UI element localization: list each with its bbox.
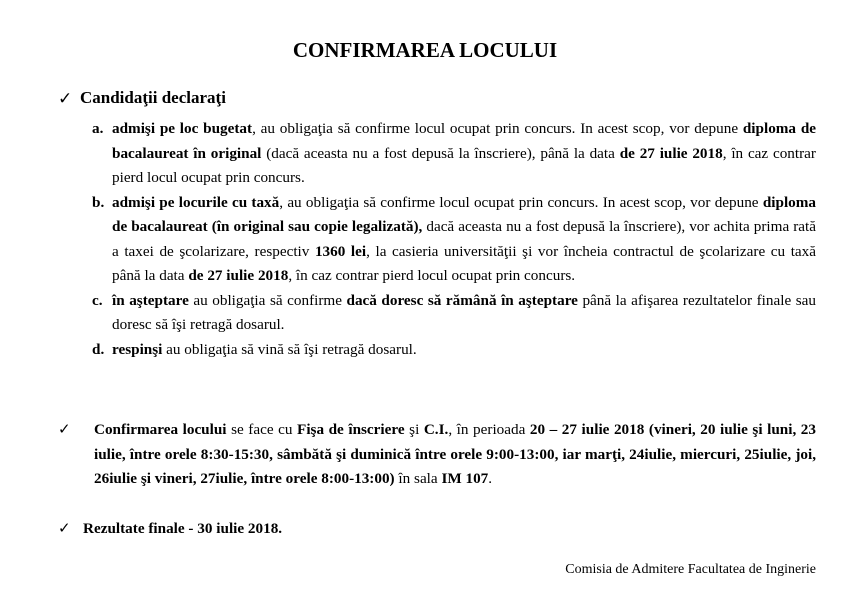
list-item [92, 338, 816, 363]
bold-text: C.I. [423, 421, 449, 438]
text-run: dacă aceasta nu a fost depusă la înscriere), vor achita prima rată a taxei de şcolarizare, respectiv [112, 218, 816, 260]
list-item [92, 117, 816, 191]
page-title: CONFIRMAREA LOCULUI [292, 38, 558, 62]
text-run: (dacă aceasta nu a fost depusă la înscriere), până la data [261, 144, 620, 162]
text-run: , la casieria universităţii şi vor încheia contractul de şcolarizare cu taxă până la data [112, 242, 816, 284]
text-run: , în perioada [448, 421, 530, 438]
bold-text: admişi pe locurile cu taxă [112, 193, 280, 211]
text-run: , în caz contrar pierd locul ocupat prin concurs. [112, 144, 816, 186]
checkmark-icon: ✓ [58, 422, 71, 438]
bold-text: de 27 iulie 2018 [188, 267, 289, 284]
bold-text: diploma de bacalaureat (în original sau copie legalizată), [112, 193, 816, 235]
list-item-text [112, 292, 816, 334]
list-item-label: a. [92, 120, 104, 137]
bold-text: 20 – 27 iulie 2018 (vineri, 20 iulie şi luni, 23 iulie, între orele 8:30-15:30, sâmbătă şi duminică între orele 9:00-13:00, iar marţi, 24iulie, miercuri, 25iulie, joi, 26iulie şi vineri, 27iulie, între orele 8:00-13:00) [94, 421, 816, 487]
text-run: au obligaţia să confirme [188, 291, 347, 309]
bold-text: de 27 iulie 2018 [619, 144, 723, 162]
signature: Comisia de Admitere Facultatea de Inginerie [565, 562, 816, 577]
checkmark-icon: ✓ [58, 521, 71, 537]
checkmark-icon: ✓ [58, 89, 73, 108]
bold-text: dacă doresc să rămână în aşteptare [346, 291, 578, 309]
text-run: se face cu [226, 421, 298, 438]
text-run: , au obligaţia să confirme locul ocupat prin concurs. In acest scop, vor depune [252, 120, 743, 137]
text-run: . [488, 470, 493, 487]
bold-text: Fişa de înscriere [297, 421, 405, 438]
list-item [92, 191, 816, 289]
text-run: , în caz contrar pierd locul ocupat prin concurs. [288, 267, 576, 284]
list-item-text [112, 120, 816, 186]
text-run: în sala [394, 470, 442, 487]
bold-text: admişi pe loc bugetat [112, 120, 253, 137]
list-item-text [112, 341, 417, 358]
bold-text: 1360 lei [314, 242, 367, 260]
candidate-list [92, 117, 816, 362]
bold-text: Confirmarea locului [94, 421, 227, 438]
text-run: şi [404, 421, 424, 438]
final-results: Rezultate finale - 30 iulie 2018. [83, 520, 283, 537]
list-item-text [112, 194, 816, 285]
bold-text: diploma de bacalaureat în original [112, 120, 817, 162]
text-run: , au obligaţia să confirme locul ocupat prin concurs. In acest scop, vor depune [279, 193, 763, 211]
list-item-label: c. [92, 291, 103, 309]
list-item [92, 289, 816, 338]
list-item-label: b. [92, 193, 105, 211]
text-run: au obligaţia să vină să îşi retragă dosarul. [162, 340, 417, 358]
confirmation-paragraph [94, 418, 816, 492]
bold-text: în aşteptare [112, 291, 189, 309]
section-heading: Candidaţii declaraţi [80, 88, 226, 107]
bold-text: respinşi [112, 340, 163, 358]
text-run: până la afişarea rezultatelor finale sau doresc să îşi retragă dosarul. [112, 291, 816, 333]
list-item-label: d. [92, 340, 105, 358]
bold-text: IM 107 [441, 470, 489, 487]
